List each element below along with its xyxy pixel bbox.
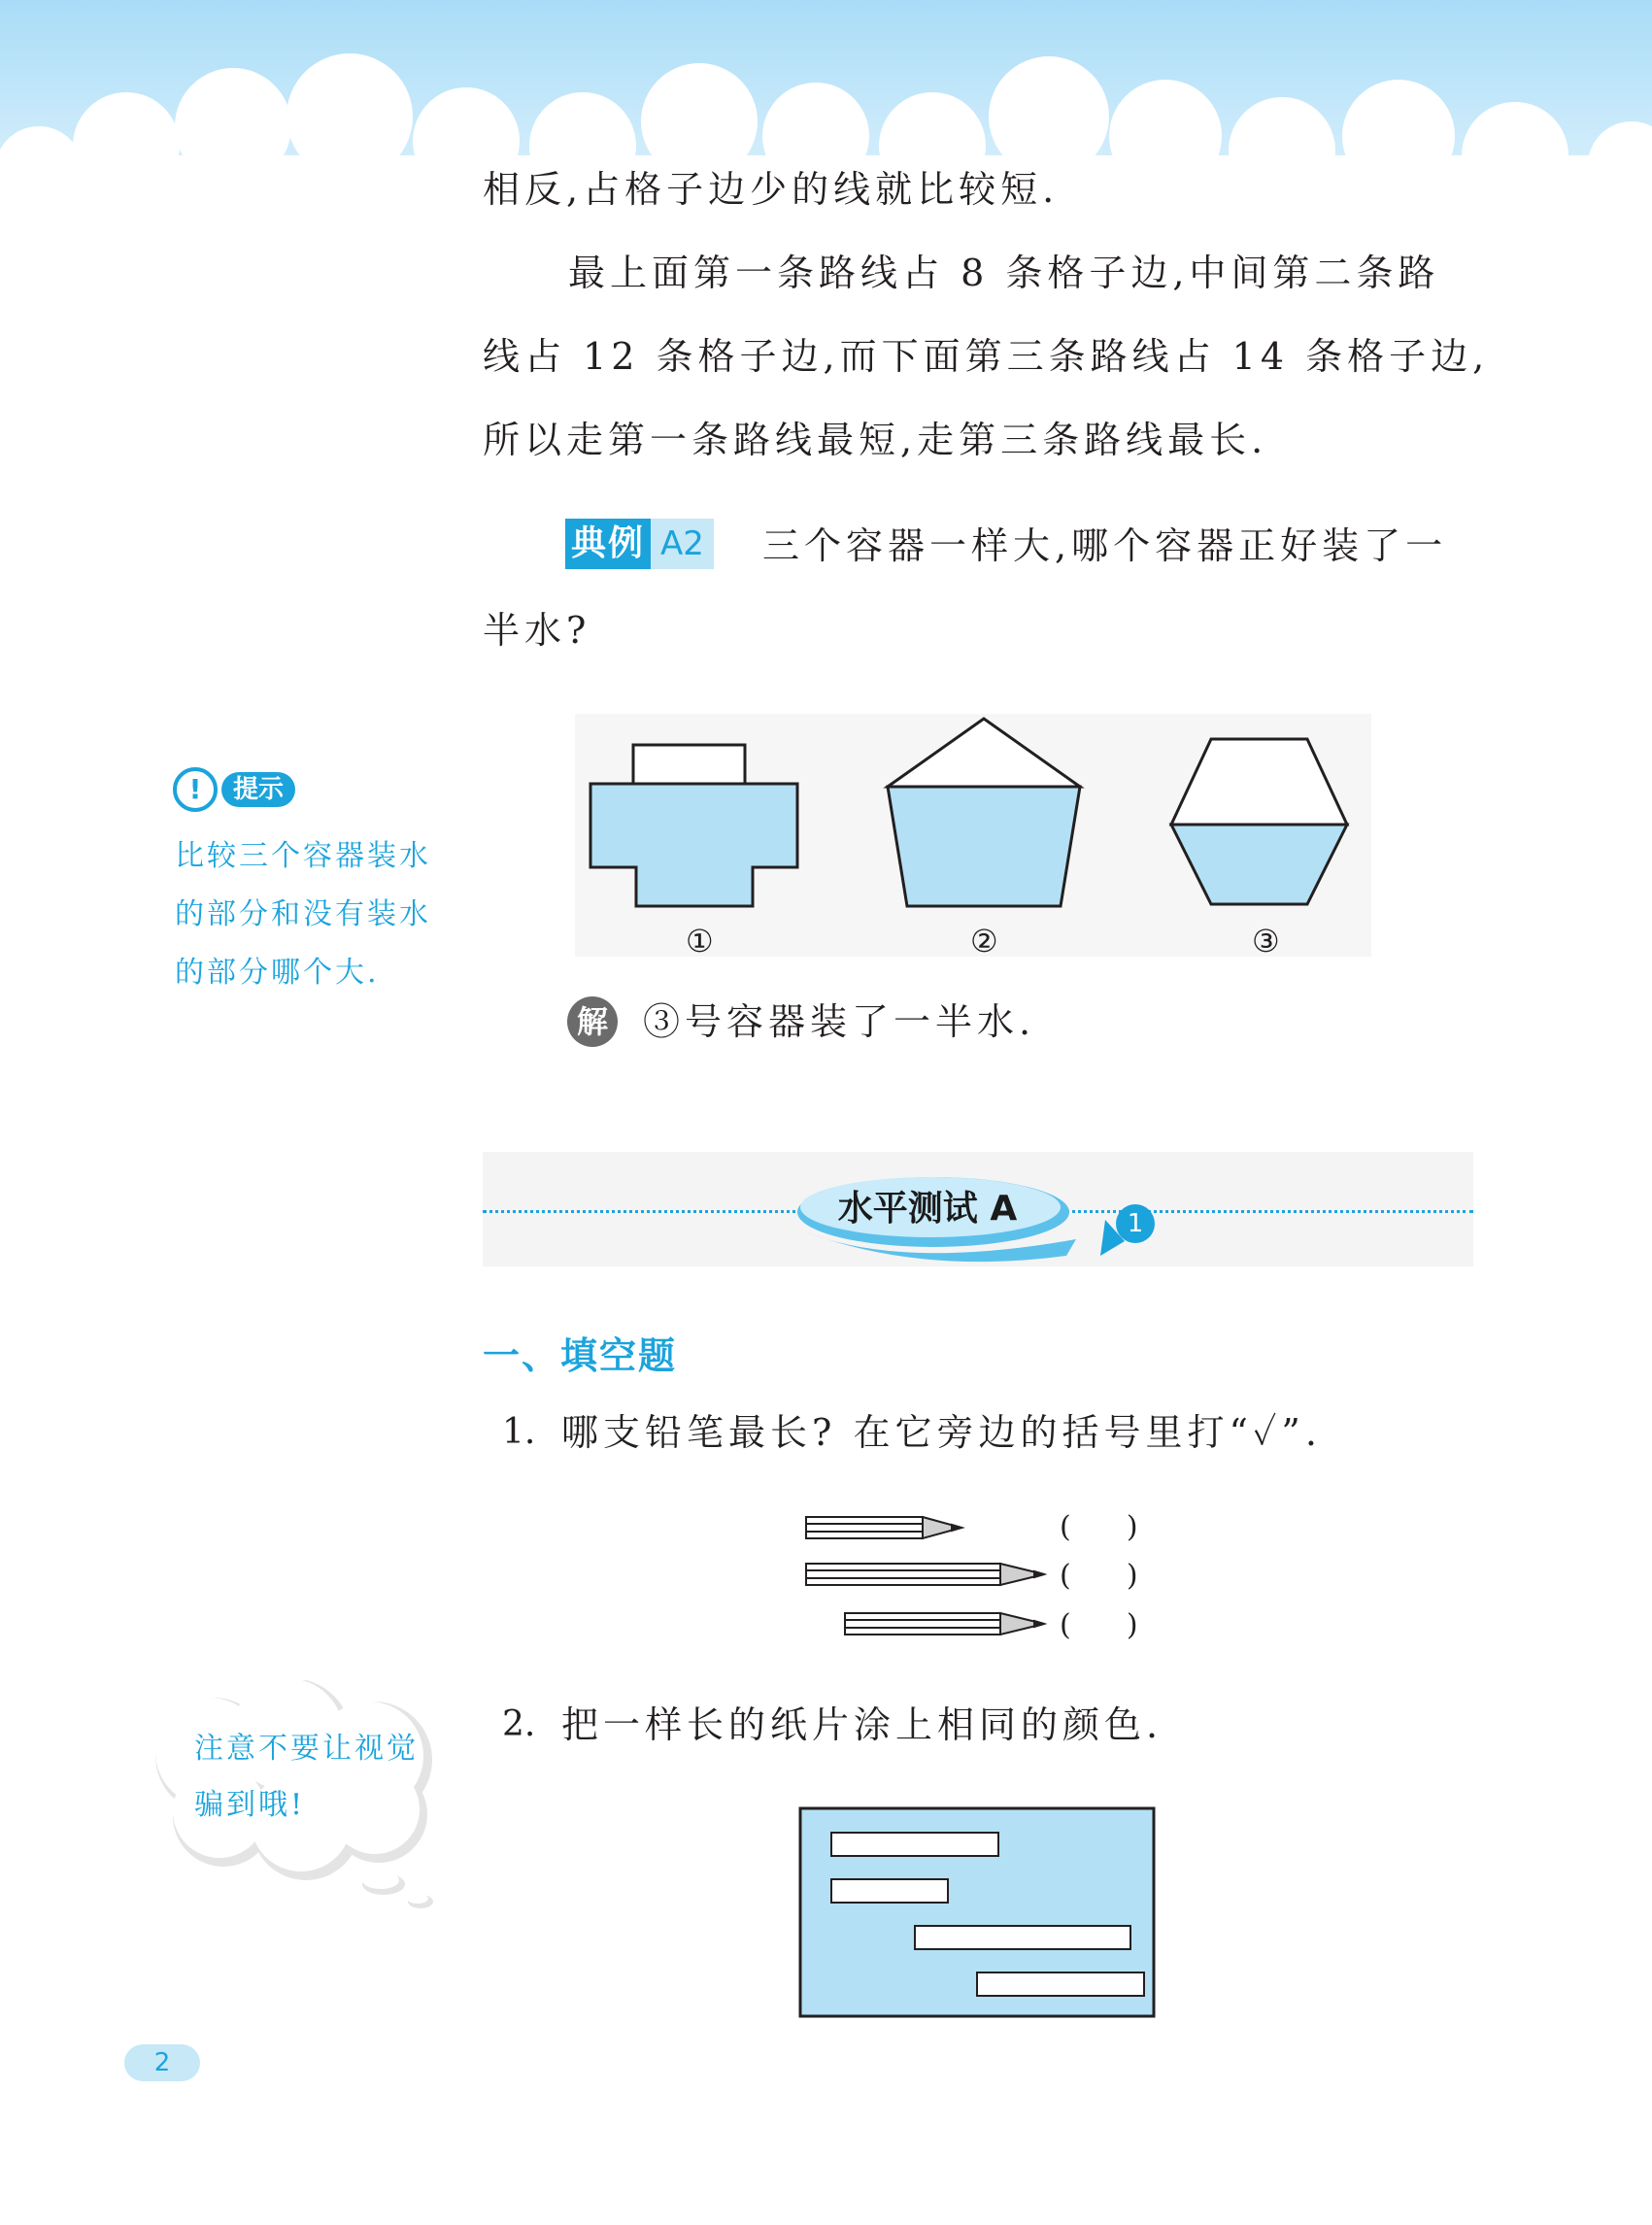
answer-bracket[interactable]: ( ) (1060, 1510, 1138, 1544)
pencil-2 (806, 1564, 1044, 1585)
paragraph-line: 相反,占格子边少的线就比较短. (483, 168, 1060, 211)
question-number: 1. (502, 1412, 536, 1452)
paper-strip[interactable] (831, 1879, 948, 1903)
example-question-line: 半水? (483, 609, 591, 652)
question-text: 把一样长的纸片涂上相同的颜色. (561, 1703, 1163, 1746)
sky-cloud-header (0, 0, 1652, 175)
question-number: 2. (502, 1704, 536, 1744)
bubble-text-line: 骗到哦! (194, 1788, 306, 1822)
paper-strips-figure (798, 1806, 1158, 2020)
exclamation-icon: ! (173, 767, 218, 812)
example-tag-code: A2 (651, 519, 714, 569)
paragraph-line: 所以走第一条路线最短,走第三条路线最长. (483, 419, 1268, 461)
paper-strip[interactable] (915, 1926, 1130, 1949)
container-label: ① (686, 923, 714, 960)
containers-figure (575, 714, 1371, 957)
container-label: ② (970, 923, 998, 960)
pencil-3 (845, 1613, 1044, 1635)
paragraph-line: 线占 12 条格子边,而下面第三条路线占 14 条格子边, (483, 335, 1490, 378)
tip-header (173, 767, 295, 812)
tip-line: 的部分和没有装水 (175, 897, 431, 931)
example-tag (565, 519, 714, 569)
tip-line: 比较三个容器装水 (175, 839, 431, 873)
section-banner-title: 水平测试 A (837, 1189, 1018, 1229)
pencil-1 (806, 1517, 961, 1538)
section-heading: 一、填空题 (483, 1334, 678, 1377)
paper-strip[interactable] (977, 1972, 1144, 1996)
page-number: 2 (124, 2044, 200, 2081)
paper-strip[interactable] (831, 1833, 998, 1856)
answer-bracket[interactable]: ( ) (1060, 1608, 1138, 1642)
container-label: ③ (1252, 923, 1280, 960)
question-text: 哪支铅笔最长? 在它旁边的括号里打“✓”. (561, 1411, 1322, 1454)
example-tag-main: 典例 (565, 519, 651, 569)
section-banner-number: 1 (1116, 1204, 1155, 1243)
pencils-figure (801, 1507, 1054, 1653)
solution-badge: 解 (567, 996, 618, 1047)
answer-bracket[interactable]: ( ) (1060, 1559, 1138, 1593)
paragraph-line: 最上面第一条路线占 8 条格子边,中间第二条路 (568, 252, 1440, 294)
bubble-text-line: 注意不要让视觉 (194, 1732, 419, 1766)
tip-line: 的部分哪个大. (175, 956, 380, 990)
solution-text: ③号容器装了一半水. (643, 1000, 1036, 1043)
tip-label: 提示 (221, 772, 295, 807)
example-question-line: 三个容器一样大,哪个容器正好装了一 (762, 524, 1448, 567)
